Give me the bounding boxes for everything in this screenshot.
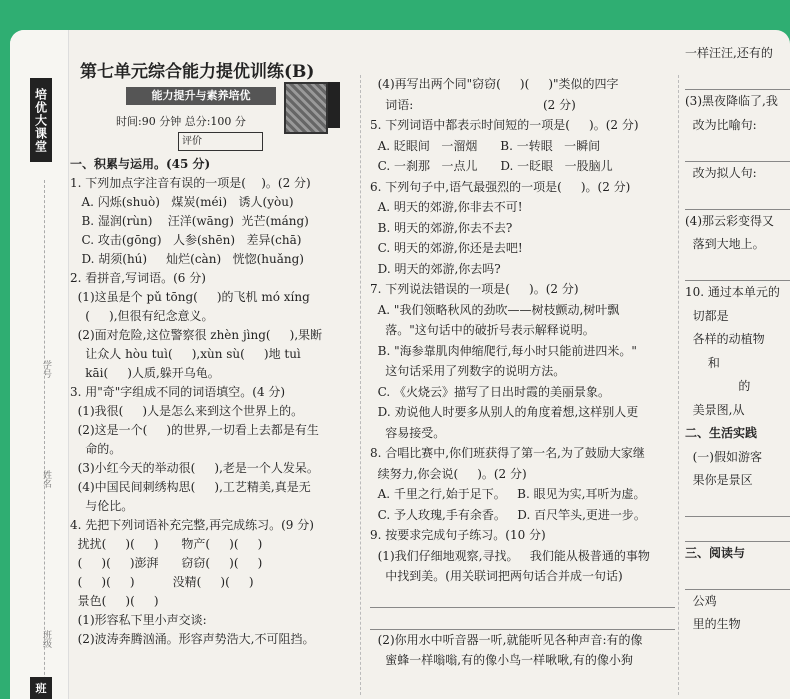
col2-line: 这句话采用了列数字的说明方法。 [370,364,566,378]
col2-line: A. 眨眼间 一溜烟 B. 一转眼 一瞬间 [370,138,601,153]
col3-line: 落到大地上。 [685,237,765,251]
col1-line: 2. 看拼音,写词语。(6 分) [70,271,206,285]
col3-line: 10. 通过本单元的 [685,285,780,299]
col3-line: 三、阅读与 [685,545,746,560]
col1-line: (1)这虽是个 pǔ tōng( )的飞机 mó xíng [70,290,310,304]
column-2-text [370,74,675,671]
col3-line [685,565,790,590]
col2-line: 蜜蜂一样嗡嗡,有的像小鸟一样啾啾,有的像小狗 [370,653,633,667]
col3-line [685,137,790,162]
col3-line: 美景图,从 [685,402,745,417]
col2-line: D. 明天的郊游,你去吗? [370,261,501,276]
col1-line: 4. 先把下列词语补充完整,再完成练习。(9 分) [70,518,314,532]
col1-line: (1)我很( )人是怎么来到这个世界上的。 [70,404,304,418]
column-1 [66,30,356,699]
column-divider [678,75,680,695]
col1-line: ( ),但很有纪念意义。 [70,309,214,323]
col1-line: C. 攻击(gōng) 人参(shēn) 差异(chā) [70,233,302,247]
col3-line: 各样的动植物 [685,332,765,346]
column-2 [370,30,675,699]
col3-line: 公鸡 [685,593,717,608]
col1-line: (1)形容私下里小声交谈: [70,613,207,627]
rating-box: 评价 [178,132,263,151]
col2-line: (2)你用水中听音器一听,就能听见各种声音:有的像 [370,632,643,647]
col1-line: (2)面对危险,这位警察很 zhèn jìng( ),果断 [70,328,323,342]
spine-cut-line [44,180,46,699]
col3-line: 果你是景区 [685,473,753,487]
col1-line: 景色( )( ) [70,594,159,608]
spine-label-id: 学号 [41,360,51,378]
col1-line: A. 闪烁(shuò) 煤炭(méi) 诱人(yòu) [70,195,294,209]
col1-line: ( )( )澎湃 窃窃( )( ) [70,556,263,570]
spine-label-class: 班级 [41,630,51,648]
col2-line: 词语: (2 分) [370,97,576,112]
spine-band: 培优大课堂 [30,78,52,162]
col2-line: A. 明天的郊游,你非去不可! [370,200,523,214]
col2-line: (4)再写出两个同"窃窃( )( )"类似的四字 [370,77,619,91]
col2-line: C. 予人玫瑰,手有余香。 D. 百尺竿头,更进一步。 [370,507,646,522]
col2-line: A. 千里之行,始于足下。 B. 眼见为实,耳听为虚。 [370,487,646,501]
col3-line: (4)那云彩变得又 [685,213,774,228]
col3-line: (3)黑夜降临了,我 [685,94,778,108]
col2-line: 容易接受。 [370,425,446,440]
col2-line: 5. 下列词语中都表示时间短的一项是( )。(2 分) [370,118,639,132]
col2-line: B. 明天的郊游,你去不去? [370,220,513,235]
col3-line: 的 [685,379,751,393]
col2-line: C. 明天的郊游,你还是去吧! [370,241,523,255]
col1-line: 1. 下列加点字注音有误的一项是( )。(2 分) [70,176,311,190]
col1-line: B. 湿润(rùn) 汪洋(wāng) 光芒(máng) [70,214,309,228]
col2-line: 9. 按要求完成句子练习。(10 分) [370,528,546,542]
col2-line: 续努力,你会说( )。(2 分) [370,466,527,481]
col1-line: (3)小红今天的举动很( ),老是一个人发呆。 [70,461,319,475]
col3-line: 改为比喻句: [685,117,757,132]
column-divider [360,75,362,695]
col1-line: (4)中国民间刺绣构思( ),工艺精美,真是无 [70,480,311,494]
col2-line [370,608,675,630]
col1-line: 一、积累与运用。(45 分) [70,157,211,171]
col1-line: ( )( ) 没精( )( ) [70,575,254,589]
col2-line: C. 《火烧云》描写了日出时霞的美丽景象。 [370,384,611,399]
qr-code-label [328,82,340,128]
col3-line: (一)假如游客 [685,449,762,464]
col2-line: (1)我们仔细地观察,寻找。 我们能从极普通的事物 [370,548,650,563]
spine-label-name: 姓名 [41,470,51,488]
book-spine [10,30,69,699]
column-3-text [685,42,790,637]
col1-line: 扰扰( )( ) 物产( )( ) [70,537,263,551]
col3-line [685,517,790,542]
col3-line: 里的生物 [685,617,741,631]
col3-line [685,257,790,282]
col1-line: kāi( )人质,躲开乌龟。 [70,366,220,380]
column-1-text [66,155,356,649]
col3-line: 切都是 [685,308,729,323]
worksheet-subtitle: 能力提升与素养培优 [126,87,276,105]
col3-line: 二、生活实践 [685,426,758,440]
col2-line: B. "海参靠肌肉伸缩爬行,每小时只能前进四米。" [370,343,637,358]
col1-line: 与伦比。 [70,499,134,513]
col1-line: (2)这是一个( )的世界,一切看上去都是有生 [70,423,319,437]
col1-line: D. 胡须(hú) 灿烂(càn) 恍惚(huǎng) [70,252,304,266]
col2-line: 中找到美。(用关联词把两句话合并成一句话) [370,569,623,583]
col2-line [370,587,675,609]
col2-line: 落。"这句话中的破折号表示解释说明。 [370,323,595,337]
col2-line: A. "我们领略秋风的劲吹——树枝颤动,树叶飘 [370,302,620,317]
col3-line [685,185,790,210]
column-3 [685,30,790,699]
col1-line: (2)波涛奔腾汹涌。形容声势浩大,不可阻挡。 [70,632,315,646]
col2-line: D. 劝说他人时要多从别人的角度着想,这样别人更 [370,405,639,419]
col3-line: 改为拟人句: [685,165,757,180]
col3-line [685,493,790,518]
col3-line: 和 [685,355,720,370]
col1-line: 让众人 hòu tuì( ),xùn sù( )地 tuì [70,347,301,361]
col3-line [685,66,790,91]
col3-line: 一样汪汪,还有的 [685,46,773,60]
time-score-info: 时间:90 分钟 总分:100 分 [116,115,246,128]
col2-line: C. 一刹那 一点儿 D. 一眨眼 一股脑儿 [370,159,613,173]
col1-line: 命的。 [70,442,122,456]
col2-line: 6. 下列句子中,语气最强烈的一项是( )。(2 分) [370,179,631,194]
col2-line: 7. 下列说法错误的一项是( )。(2 分) [370,282,579,296]
qr-code-icon [284,82,328,134]
spine-bottom-mark: 班 [30,677,52,699]
col1-line: 3. 用"奇"字组成不同的词语填空。(4 分) [70,385,286,399]
document-photo [10,30,790,699]
col2-line: 8. 合唱比赛中,你们班获得了第一名,为了鼓励大家继 [370,446,645,460]
worksheet-title: 第七单元综合能力提优训练(B) [80,62,315,82]
